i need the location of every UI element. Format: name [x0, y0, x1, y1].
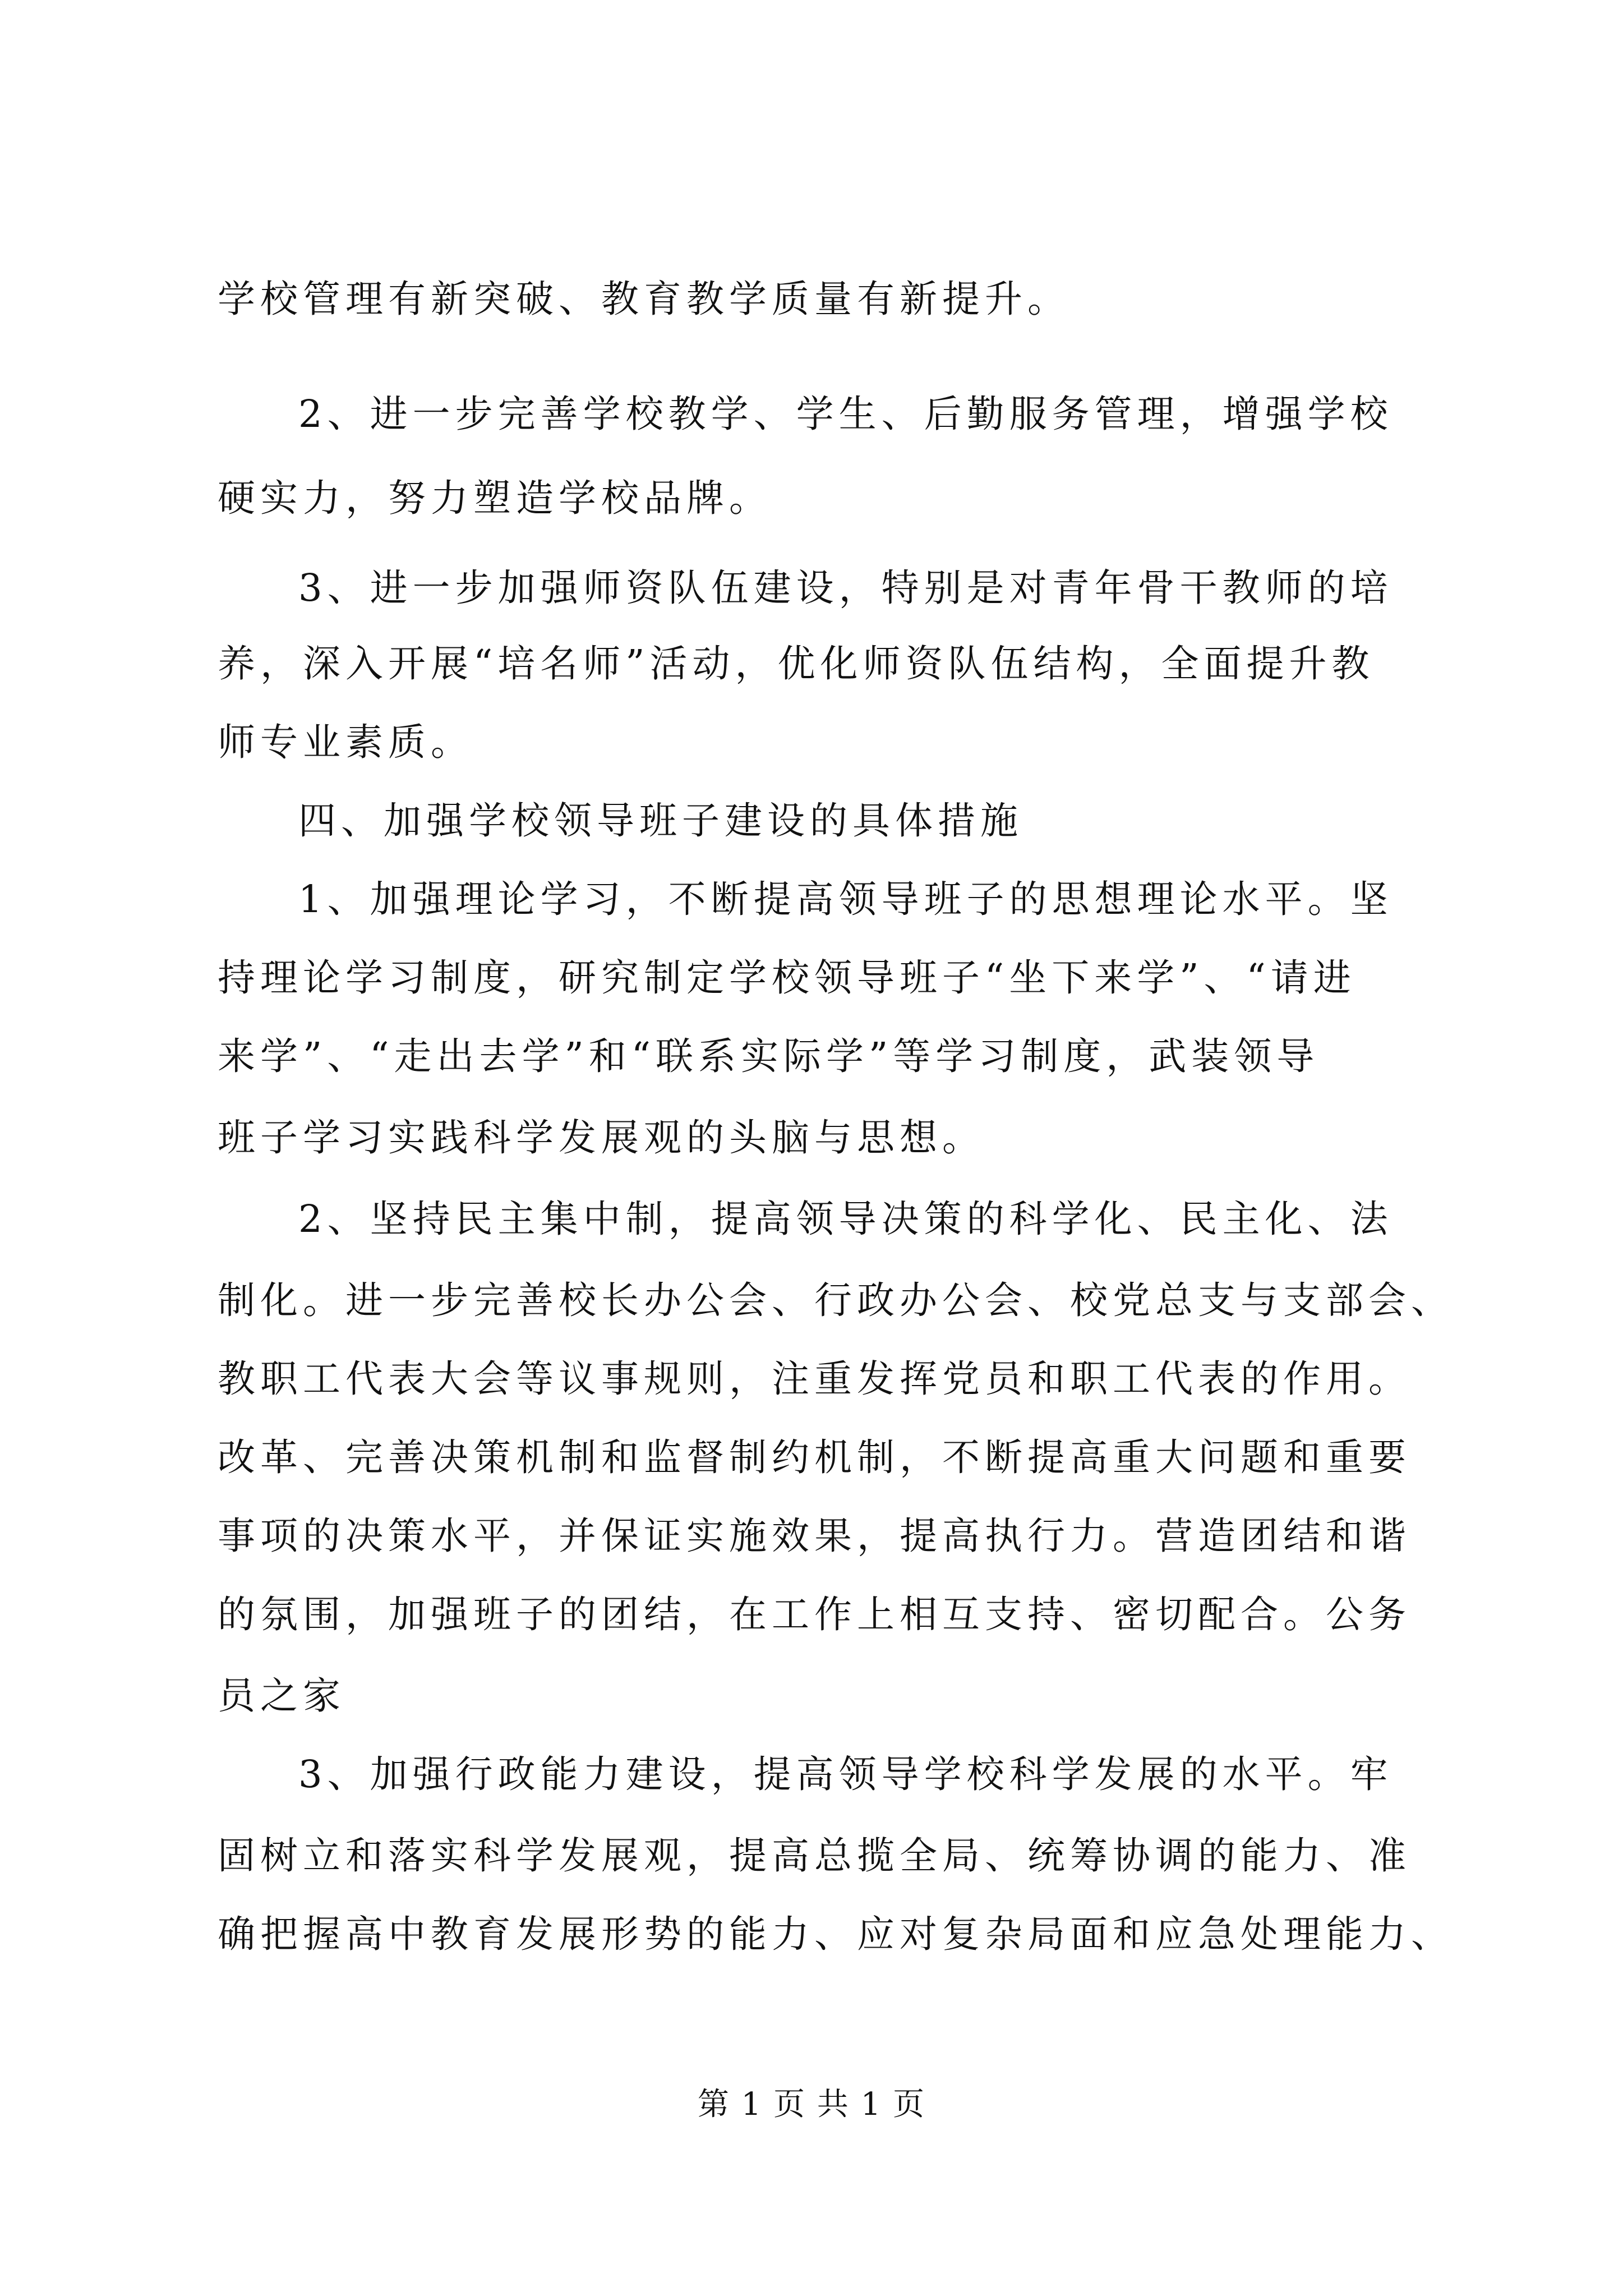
body-line-1: 学校管理有新突破、教育教学质量有新提升。: [218, 277, 1070, 321]
body-line-4: 3、进一步加强师资队伍建设，特别是对青年骨干教师的培: [298, 566, 1393, 610]
body-line-14: 教职工代表大会等议事规则，注重发挥党员和职工代表的作用。: [218, 1357, 1411, 1401]
body-line-17: 的氛围，加强班子的团结，在工作上相互支持、密切配合。公务: [218, 1593, 1411, 1636]
body-line-8: 1、加强理论学习，不断提高领导班子的思想理论水平。坚: [298, 877, 1393, 921]
body-line-9: 持理论学习制度，研究制定学校领导班子“坐下来学”、“请进: [218, 956, 1356, 1000]
body-line-6: 师专业素质。: [218, 720, 473, 764]
page-footer: 第 1 页 共 1 页: [697, 2086, 926, 2123]
body-line-13: 制化。进一步完善校长办公会、行政办公会、校党总支与支部会、: [218, 1278, 1454, 1322]
body-line-3: 硬实力，努力塑造学校品牌。: [218, 476, 772, 520]
body-line-18: 员之家: [218, 1674, 345, 1718]
body-line-10: 来学”、“走出去学”和“联系实际学”等学习制度，武装领导: [218, 1034, 1320, 1078]
body-line-16: 事项的决策水平，并保证实施效果，提高执行力。营造团结和谐: [218, 1514, 1411, 1558]
body-line-5: 养，深入开展“培名师”活动，优化师资队伍结构，全面提升教: [218, 642, 1375, 685]
body-line-19: 3、加强行政能力建设，提高领导学校科学发展的水平。牢: [298, 1752, 1393, 1796]
body-line-12: 2、坚持民主集中制，提高领导决策的科学化、民主化、法: [298, 1197, 1393, 1241]
body-line-20: 固树立和落实科学发展观，提高总揽全局、统筹协调的能力、准: [218, 1834, 1411, 1878]
body-line-11: 班子学习实践科学发展观的头脑与思想。: [218, 1116, 985, 1159]
section-heading: 四、加强学校领导班子建设的具体措施: [298, 799, 1023, 843]
body-line-15: 改革、完善决策机制和监督制约机制，不断提高重大问题和重要: [218, 1435, 1411, 1479]
body-line-21: 确把握高中教育发展形势的能力、应对复杂局面和应急处理能力、: [218, 1912, 1454, 1956]
body-line-2: 2、进一步完善学校教学、学生、后勤服务管理，增强学校: [298, 392, 1393, 436]
